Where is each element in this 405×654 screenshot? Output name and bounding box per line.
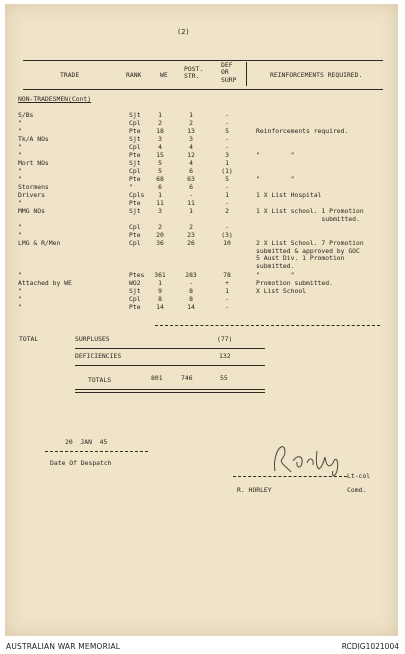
trade-cell: Mort NOs	[18, 159, 49, 167]
we-cell: 9	[158, 287, 162, 295]
post-str-cell: 8	[189, 295, 193, 303]
trade-cell: "	[18, 175, 22, 183]
def-surp-cell: -	[225, 111, 229, 119]
despatch-rule	[45, 451, 148, 452]
rank-cell: Sjt	[129, 111, 141, 119]
rank-cell: Pte	[129, 303, 141, 311]
trade-cell: "	[18, 287, 22, 295]
header-trade: TRADE	[60, 71, 80, 79]
rank-cell: Cpl	[129, 167, 141, 175]
def-surp-cell: -	[225, 223, 229, 231]
signature-rank: Lt-col	[347, 472, 371, 480]
totals-def: 55	[220, 374, 228, 382]
header-top-rule	[23, 60, 383, 61]
deficiencies-rule	[75, 365, 265, 366]
rank-cell: Pte	[129, 175, 141, 183]
post-str-cell: 3	[189, 135, 193, 143]
rank-cell: Pte	[129, 127, 141, 135]
totals-we: 801	[151, 374, 163, 382]
we-cell: 3	[158, 135, 162, 143]
post-str-cell: 1	[189, 111, 193, 119]
trade-cell: "	[18, 295, 22, 303]
header-def-surp: DEF OR SURP	[221, 61, 237, 84]
def-surp-cell: (3)	[221, 231, 233, 239]
despatch-label: Date Of Despatch	[50, 459, 112, 467]
trade-cell: "	[18, 127, 22, 135]
reinforcements-cell: " "	[256, 175, 295, 183]
post-str-cell: 8	[189, 287, 193, 295]
rank-cell: Sjt	[129, 135, 141, 143]
def-surp-cell: 2	[225, 207, 229, 215]
trade-cell: Attached by WE	[18, 279, 72, 287]
trade-cell: "	[18, 271, 22, 279]
summary-rule-top	[155, 325, 380, 326]
rank-cell: Pte	[129, 199, 141, 207]
post-str-cell: 2	[189, 119, 193, 127]
def-surp-cell: (1)	[221, 167, 233, 175]
we-cell: 1	[158, 191, 162, 199]
we-cell: 68	[156, 175, 164, 183]
we-cell: 5	[158, 159, 162, 167]
document-page	[5, 4, 398, 636]
footer-source: AUSTRALIAN WAR MEMORIAL	[6, 642, 121, 651]
trade-cell: "	[18, 167, 22, 175]
header-post-str: POST. STR.	[184, 65, 204, 81]
header-reinforcements: REINFORCEMENTS REQUIRED.	[270, 71, 363, 79]
total-label: TOTAL	[19, 335, 39, 343]
rank-cell: Pte	[129, 151, 141, 159]
totals-rule-2	[75, 392, 265, 393]
reinforcements-cell: X List School	[256, 287, 307, 295]
reinforcements-cell: Promotion submitted.	[256, 279, 333, 287]
trade-cell: "	[18, 199, 22, 207]
def-surp-cell: +	[225, 279, 229, 287]
rank-cell: Sjt	[129, 207, 141, 215]
post-str-cell: 11	[187, 199, 195, 207]
header-divider	[246, 62, 247, 86]
surpluses-value: (77)	[217, 335, 233, 343]
trade-cell: "	[18, 303, 22, 311]
trade-cell: LMG & R/Men	[18, 239, 61, 247]
we-cell: 3	[158, 207, 162, 215]
def-surp-cell: -	[225, 135, 229, 143]
trade-cell: "	[18, 151, 22, 159]
reinforcements-cell: 2 X List School. 7 Promotion submitted & approved by GOC 5 Aust Div. 1 Promotion submitted.	[256, 239, 364, 271]
we-cell: 18	[156, 127, 164, 135]
totals-rule-1	[75, 389, 265, 390]
def-surp-cell: 3	[225, 151, 229, 159]
we-cell: 1	[158, 111, 162, 119]
rank-cell: Ptes	[129, 271, 145, 279]
def-surp-cell: -	[225, 143, 229, 151]
rank-cell: WO2	[129, 279, 141, 287]
post-str-cell: 63	[187, 175, 195, 183]
we-cell: 8	[158, 295, 162, 303]
signature-rule	[233, 476, 347, 477]
trade-cell: MMG NOs	[18, 207, 45, 215]
we-cell: 361	[154, 271, 166, 279]
header-bottom-rule	[23, 89, 383, 90]
rank-cell: Pte	[129, 231, 141, 239]
reinforcements-cell: Reinforcements required.	[256, 127, 349, 135]
surpluses-rule	[75, 348, 265, 349]
reinforcements-cell: 1 X List Hospital	[256, 191, 322, 199]
we-cell: 2	[158, 119, 162, 127]
trade-cell: "	[18, 119, 22, 127]
trade-cell: "	[18, 223, 22, 231]
we-cell: 2	[158, 223, 162, 231]
archive-footer	[0, 638, 405, 654]
trade-cell: "	[18, 231, 22, 239]
header-we: WE	[160, 71, 168, 79]
post-str-cell: 26	[187, 239, 195, 247]
post-str-cell: 13	[187, 127, 195, 135]
post-str-cell: -	[189, 279, 193, 287]
rank-cell: Cpl	[129, 223, 141, 231]
rank-cell: Sjt	[129, 287, 141, 295]
we-cell: 20	[156, 231, 164, 239]
post-str-cell: 2	[189, 223, 193, 231]
despatch-date: 20 JAN 45	[65, 438, 108, 446]
rank-cell: Cpl	[129, 143, 141, 151]
we-cell: 1	[158, 279, 162, 287]
rank-cell: Cpl	[129, 119, 141, 127]
surpluses-label: SURPLUSES	[75, 335, 110, 343]
rank-cell: Cpl	[129, 295, 141, 303]
trade-cell: Stormens	[18, 183, 49, 191]
we-cell: 36	[156, 239, 164, 247]
signature-handwriting	[267, 441, 347, 481]
footer-id: RCDIG1021004	[341, 642, 399, 651]
def-surp-cell: -	[225, 183, 229, 191]
header-rank: RANK	[126, 71, 142, 79]
we-cell: 4	[158, 143, 162, 151]
def-surp-cell: 1	[225, 159, 229, 167]
rank-cell: "	[129, 183, 133, 191]
def-surp-cell: -	[225, 295, 229, 303]
post-str-cell: 4	[189, 159, 193, 167]
def-surp-cell: 1	[225, 191, 229, 199]
signature-name: R. HORLEY	[237, 486, 272, 494]
reinforcements-cell: 1 X List school. 1 Promotion submitted.	[256, 207, 364, 223]
post-str-cell: 1	[189, 207, 193, 215]
deficiencies-value: 132	[219, 352, 231, 360]
totals-post: 746	[181, 374, 193, 382]
def-surp-cell: -	[225, 199, 229, 207]
trade-cell: Tk/A NOs	[18, 135, 49, 143]
reinforcements-cell: " "	[256, 271, 295, 279]
def-surp-cell: 5	[225, 127, 229, 135]
we-cell: 5	[158, 167, 162, 175]
trade-cell: S/Bs	[18, 111, 34, 119]
totals-label: TOTALS	[88, 376, 112, 384]
page-number: (2)	[177, 28, 190, 36]
def-surp-cell: -	[225, 119, 229, 127]
rank-cell: Cpls	[129, 191, 145, 199]
post-str-cell: 6	[189, 183, 193, 191]
reinforcements-cell: " "	[256, 151, 295, 159]
we-cell: 14	[156, 303, 164, 311]
rank-cell: Sjt	[129, 159, 141, 167]
we-cell: 11	[156, 199, 164, 207]
post-str-cell: 14	[187, 303, 195, 311]
rank-cell: Cpl	[129, 239, 141, 247]
post-str-cell: -	[189, 191, 193, 199]
post-str-cell: 12	[187, 151, 195, 159]
trade-cell: "	[18, 143, 22, 151]
post-str-cell: 6	[189, 167, 193, 175]
trade-cell: Drivers	[18, 191, 45, 199]
def-surp-cell: -	[225, 303, 229, 311]
def-surp-cell: 10	[223, 239, 231, 247]
post-str-cell: 283	[185, 271, 197, 279]
signature-role: Comd.	[347, 486, 367, 494]
def-surp-cell: 1	[225, 287, 229, 295]
we-cell: 6	[158, 183, 162, 191]
post-str-cell: 23	[187, 231, 195, 239]
we-cell: 15	[156, 151, 164, 159]
section-title: NON-TRADESMEN(Cont)	[18, 95, 92, 103]
post-str-cell: 4	[189, 143, 193, 151]
def-surp-cell: 78	[223, 271, 231, 279]
def-surp-cell: 5	[225, 175, 229, 183]
deficiencies-label: DEFICIENCIES	[75, 352, 122, 360]
